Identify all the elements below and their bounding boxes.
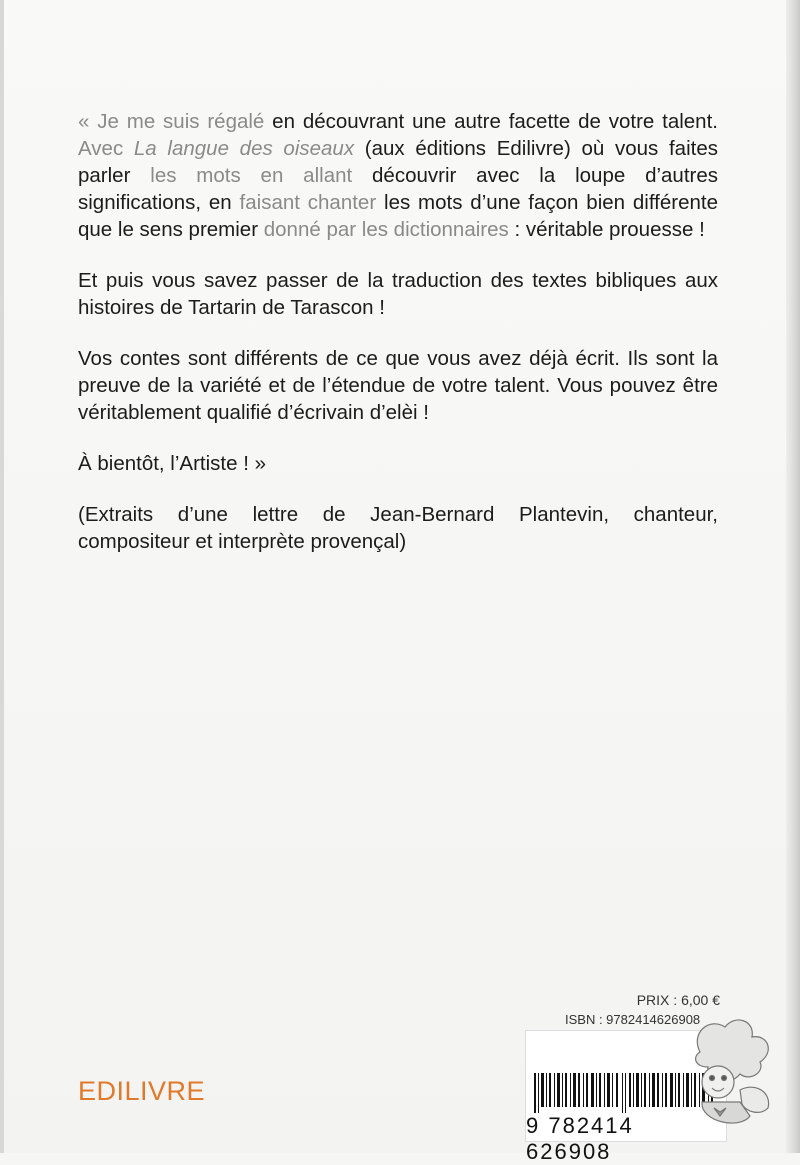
- quote-faded-word: Avec: [78, 137, 134, 160]
- quote-text: en découvrant une autre facette de votre talent.: [264, 110, 718, 133]
- cover-left-edge: [0, 0, 4, 1153]
- quote-lead-faded: Je me suis régalé: [97, 110, 265, 133]
- quote-text: les mots d’une façon bien différente que le sens premier: [78, 191, 718, 241]
- back-cover-text: [78, 108, 718, 579]
- book-title-italic: La langue des oiseaux: [133, 137, 355, 160]
- quote-paragraph-3: Vos contes sont différents de ce que vous avez déjà écrit. Ils sont la preuve de la variété et de l’étendue de votre talent. Vous pouvez être véritablement qualifié d’écrivain d’elèi !: [78, 347, 718, 424]
- barcode-digits: 9 782414 626908: [526, 1113, 634, 1164]
- quote-text: découvrir avec la loupe d’autres significations, en: [78, 164, 719, 214]
- price-label: PRIX : 6,00 €: [636, 992, 720, 1008]
- edilivre-logo: EDILIVRE: [78, 1076, 206, 1106]
- attribution: (Extraits d’une lettre de Jean-Bernard Plantevin, chanteur, compositeur et interprète provençal): [78, 503, 718, 553]
- isbn-label: ISBN : 9782414626908: [565, 1012, 701, 1027]
- quote-paragraph-4: À bientôt, l’Artiste ! »: [78, 452, 267, 475]
- mascot-illustration: [680, 1012, 780, 1140]
- quote-faded-word: faisant chanter: [239, 191, 377, 214]
- quote-paragraph-1: [78, 108, 718, 243]
- quote-paragraph-2: Et puis vous savez passer de la traduction des textes bibliques aux histoires de Tartarin de Tarascon !: [78, 269, 718, 319]
- quote-text: (aux éditions Edilivre) où vous faites parler: [78, 137, 718, 187]
- opening-quote-mark: «: [78, 110, 90, 133]
- barcode-block: [525, 992, 790, 1164]
- quote-faded-word: donné par les dictionnaires: [263, 218, 509, 241]
- quote-text: : véritable prouesse !: [508, 218, 705, 241]
- quote-faded-word: les mots en allant: [150, 164, 353, 187]
- cover-right-edge: [786, 0, 800, 1153]
